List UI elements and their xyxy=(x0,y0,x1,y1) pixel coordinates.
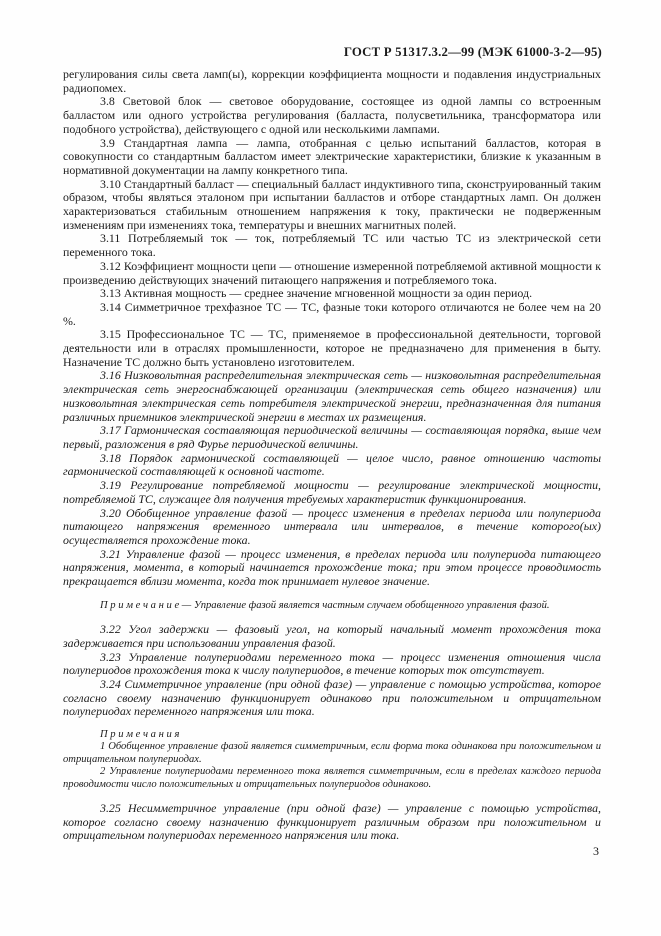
note-item-1: 1 Обобщенное управление фазой является симметричным, если форма тока одинакова при положительном и отрицательном полупериодах. xyxy=(63,741,601,765)
paragraph-3-10: 3.10 Стандартный балласт — специальный балласт индуктивного типа, сконструированный таким образом, чтобы являться эталоном при испытании балластов и отборе стандартных ламп. Он должен характеризоваться стабильным отношением напряжения к току, практически не подверженным изменениям при изменениях тока, температуры и внешних магнитных полей. xyxy=(63,176,601,232)
paragraph-3-22: 3.22 Угол задержки — фазовый угол, на который начальный момент прохождения тока задерживается при использовании управления фазой. xyxy=(63,622,601,650)
paragraph-3-15: 3.15 Профессиональное ТС — ТС, применяемое в профессиональной деятельности, торговой деятельности или в отраслях промышленности, которое не предназначено для применения в быту. Назначение ТС должно быть установлено изготовителем. xyxy=(63,327,601,369)
paragraph-3-8: 3.8 Световой блок — световое оборудование, состоящее из одной лампы со встроенным балластом или одного устройства регулирования (балласта, полусветильника, трансформатора или подобного устройства), действующего с одной или несколькими лампами. xyxy=(63,94,601,136)
paragraph-3-23: 3.23 Управление полупериодами переменного тока — процесс изменения отношения числа полупериодов прохождения тока к числу полупериодов, в течение которых ток отсутствует. xyxy=(63,649,601,678)
paragraph-3-14: 3.14 Симметричное трехфазное ТС — ТС, фазные токи которого отличаются не более чем на 20 %. xyxy=(63,299,601,328)
paragraph-3-24: 3.24 Симметричное управление (при одной фазе) — управление с помощью устройства, которое согласно своему назначению функционирует одинаково при положительном и отрицательном полупериодах переменного напряжения или тока. xyxy=(63,676,601,719)
paragraph-3-17: 3.17 Гармоническая составляющая периодической величины — составляющая порядка, выше чем первый, разложения в ряд Фурье периодической величины. xyxy=(63,423,601,451)
paragraph-3-20: 3.20 Обобщенное управление фазой — процесс изменения в пределах периода или полупериода питающего напряжения временного интервала или интервалов, в течение которого(ых) осуществляется прохождение тока. xyxy=(63,505,601,547)
paragraph-3-21: 3.21 Управление фазой — процесс изменения, в пределах периода или полупериода питающего напряжения, момента, в который начинается прохождение тока; при этом процессе проводимость прекращается вблизи момента, когда ток принимает нулевое значение. xyxy=(63,546,601,589)
paragraph-3-11: 3.11 Потребляемый ток — ток, потребляемый ТС или частью ТС из электрической сети переменного тока. xyxy=(63,231,601,260)
notes-heading: П р и м е ч а н и я xyxy=(100,729,180,741)
note-paragraph: П р и м е ч а н и е — Управление фазой является частным случаем обобщенного управления фазой. xyxy=(100,599,550,611)
page-header xyxy=(63,45,602,60)
paragraph-3-16: 3.16 Низковольтная распределительная электрическая сеть — низковольтная распределительная электрическая сеть энергоснабжающей организации (электрическая сеть общего назначения) или низковольтная электрическая сеть потребителя электрической энергии, предназначенная для питания различных приемников электрической энергии в местах их размещения. xyxy=(63,368,601,424)
paragraph-3-9: 3.9 Стандартная лампа — лампа, отобранная с целью испытаний балластов, которая в совокупности со стандартным балластом имеет электрические характеристики, близкие к указанным в нормативной документации на лампу конкретного типа. xyxy=(63,135,601,177)
note-item-2: 2 Управление полупериодами переменного тока является симметричным, если в пределах каждого периода проводимости число положительных и отрицательных полупериодов одинаково. xyxy=(63,766,601,790)
paragraph-3-18: 3.18 Порядок гармонической составляющей — целое число, равное отношению частоты гармонической составляющей к основной частоте. xyxy=(63,450,601,479)
paragraph-3-19: 3.19 Регулирование потребляемой мощности — регулирование электрической мощности, потребляемой ТС, служащее для получения требуемых характеристик функционирования. xyxy=(63,478,601,506)
paragraph-3-12: 3.12 Коэффициент мощности цепи — отношение измеренной потребляемой активной мощности к произведению действующих значений питающего напряжения и потребляемого тока. xyxy=(63,258,601,287)
paragraph-3-13: 3.13 Активная мощность — среднее значение мгновенной мощности за один период. xyxy=(100,286,533,301)
document-body xyxy=(63,68,601,843)
paragraph-continuation: регулирования силы света ламп(ы), коррекции коэффициента мощности и подавления индустриальных радиопомех. xyxy=(63,67,601,95)
paragraph-3-25: 3.25 Несимметричное управление (при одной фазе) — управление с помощью устройства, которое согласно своему назначению функционирует различным образом при положительном и отрицательном полупериодах переменного напряжения или тока. xyxy=(63,801,601,843)
standard-reference: ГОСТ Р 51317.3.2—99 (МЭК 61000-3-2—95) xyxy=(343,45,602,59)
page-number: 3 xyxy=(593,844,599,858)
